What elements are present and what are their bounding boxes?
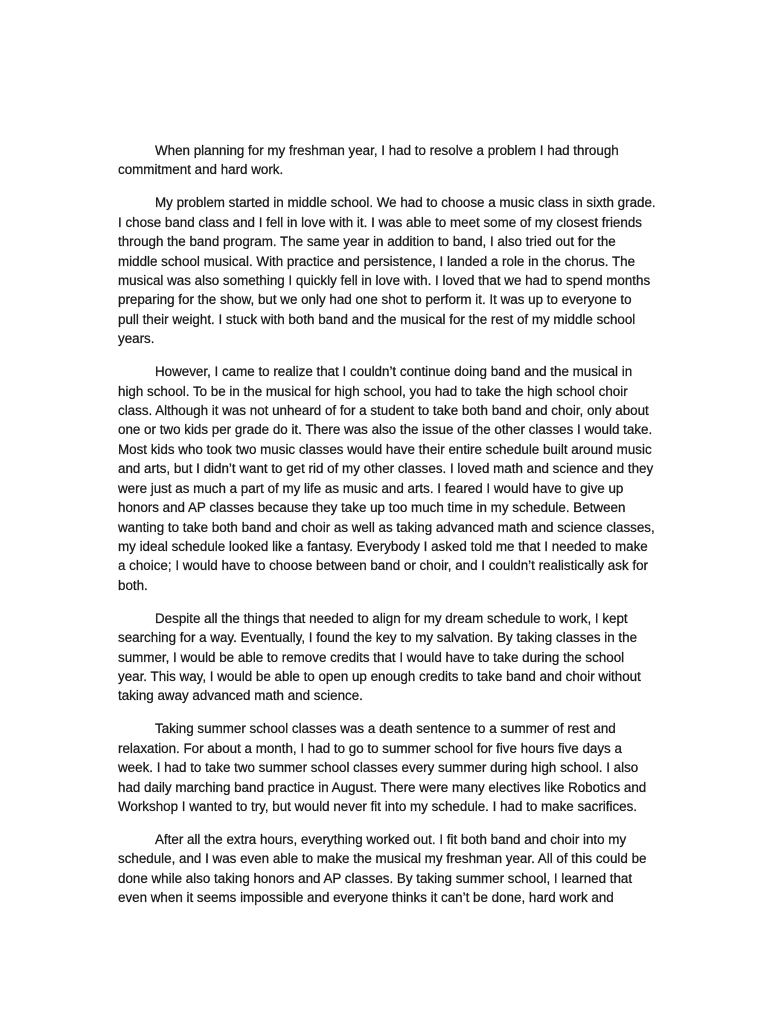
paragraph-intro: When planning for my freshman year, I had to resolve a problem I had through commitment and hard work.	[118, 143, 619, 178]
paragraph-middle-school: My problem started in middle school. We had to choose a music class in sixth grade. I chose band class and I fell in love with it. I was able to meet some of my closest friends through the band program. The same year in addition to band, I also tried out for the middle school musical. With practice and persistence, I landed a role in the chorus. The musical was also something I quickly fell in love with. I loved that we had to spend months preparing for the show, but we only had one shot to perform it. It was up to everyone to pull their weight. I stuck with both band and the musical for the rest of my middle school years.	[118, 195, 656, 347]
essay-body	[118, 141, 656, 921]
paragraph-outcome: After all the extra hours, everything worked out. I fit both band and choir into my schedule, and I was even able to make the musical my freshman year. All of this could be done while also taking honors and AP classes. By taking summer school, I learned that even when it seems impossible and everyone thinks it can’t be done, hard work and	[118, 831, 647, 906]
paragraph-high-school-conflict: However, I came to realize that I couldn’t continue doing band and the musical in high school. To be in the musical for high school, you had to take the high school choir class. Although it was not unheard of for a student to take both band and choir, only about one or two kids per grade do it. There was also the issue of the other classes I would take. Most kids who took two music classes would have their entire schedule built around music and arts, but I didn’t want to get rid of my other classes. I loved math and science and they were just as much a part of my life as music and arts. I feared I would have to give up honors and AP classes because they take up too much time in my schedule. Between wanting to take both band and choir as well as taking advanced math and science classes, my ideal schedule looked like a fantasy. Everybody I asked told me that I needed to make a choice; I would have to choose between band or choir, and I couldn’t realistically ask for both.	[118, 364, 655, 593]
paragraph-summer-solution: Despite all the things that needed to align for my dream schedule to work, I kept searching for a way. Eventually, I found the key to my salvation. By taking classes in the summer, I would be able to remove credits that I would have to take during the school year. This way, I would be able to open up enough credits to take band and choir without taking away advanced math and science.	[118, 610, 641, 704]
paragraph-summer-sacrifice: Taking summer school classes was a death sentence to a summer of rest and relaxation. For about a month, I had to go to summer school for five hours five days a week. I had to take two summer school classes every summer during high school. I also had daily marching band practice in August. There were many electives like Robotics and Workshop I wanted to try, but would never fit into my schedule. I had to make sacrifices.	[118, 721, 647, 814]
